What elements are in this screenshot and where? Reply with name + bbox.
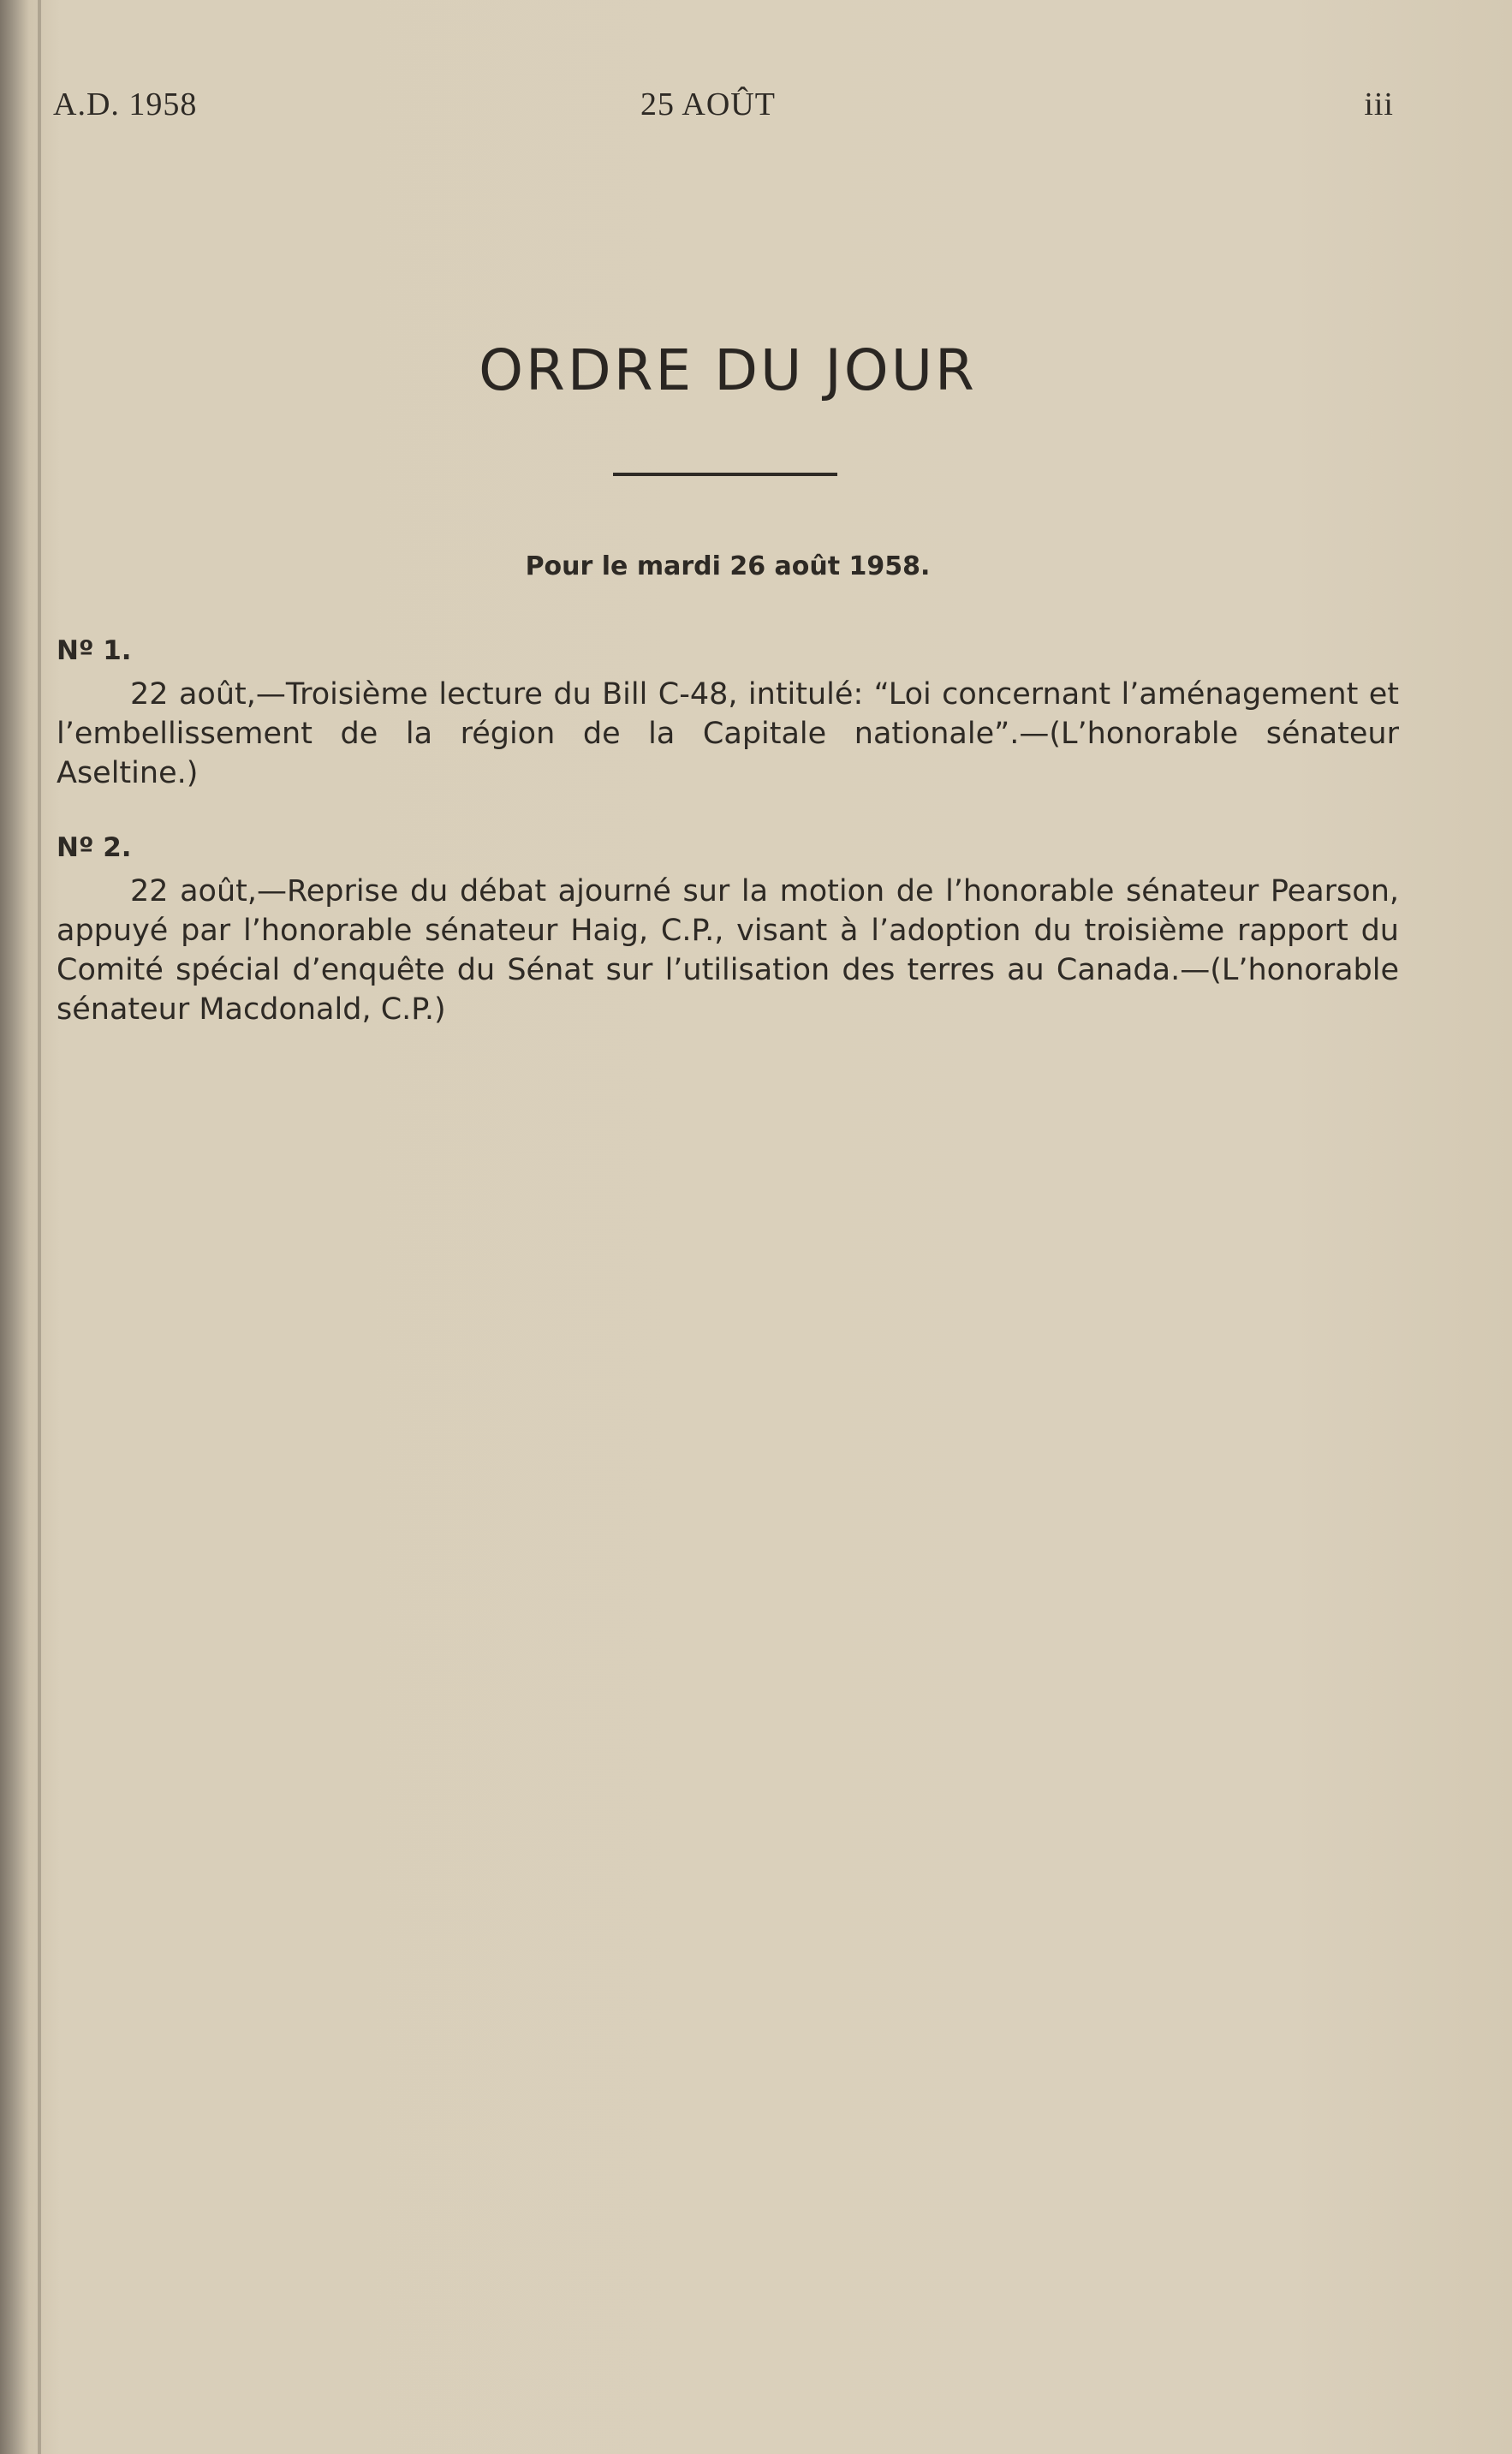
header-date: 25 AOÛT [640,86,776,122]
agenda-item-text: 22 août,—Reprise du débat ajourné sur la motion de l’honorable sénateur Pearson, appuyé par l’honorable sénateur Haig, C.P., visant à l’adoption du troisième rapport du Comité spécial d’enquête du Sénat sur l’utilisation des terres au Canada.—(L’honorable sénateur Macdonald, C.P.) [57,874,1399,1027]
agenda-date: Pour le mardi 26 août 1958. [525,551,931,581]
header-year: A.D. 1958 [53,86,198,122]
running-header [53,86,1394,128]
page-title: ORDRE DU JOUR [479,337,977,404]
agenda-item-text: 22 août,—Troisième lecture du Bill C-48, intitulé: “Loi concernant l’aménagement et l’embellissement de la région de la Capitale nationale”.—(L’honorable sénateur Aseltine.) [57,677,1399,790]
title-divider [613,473,837,476]
agenda-item [57,635,1399,793]
header-page-number: iii [1364,86,1394,122]
agenda-item-number: Nº 2. [57,832,132,863]
agenda-item [57,832,1399,1029]
agenda-item-number: Nº 1. [57,635,132,666]
